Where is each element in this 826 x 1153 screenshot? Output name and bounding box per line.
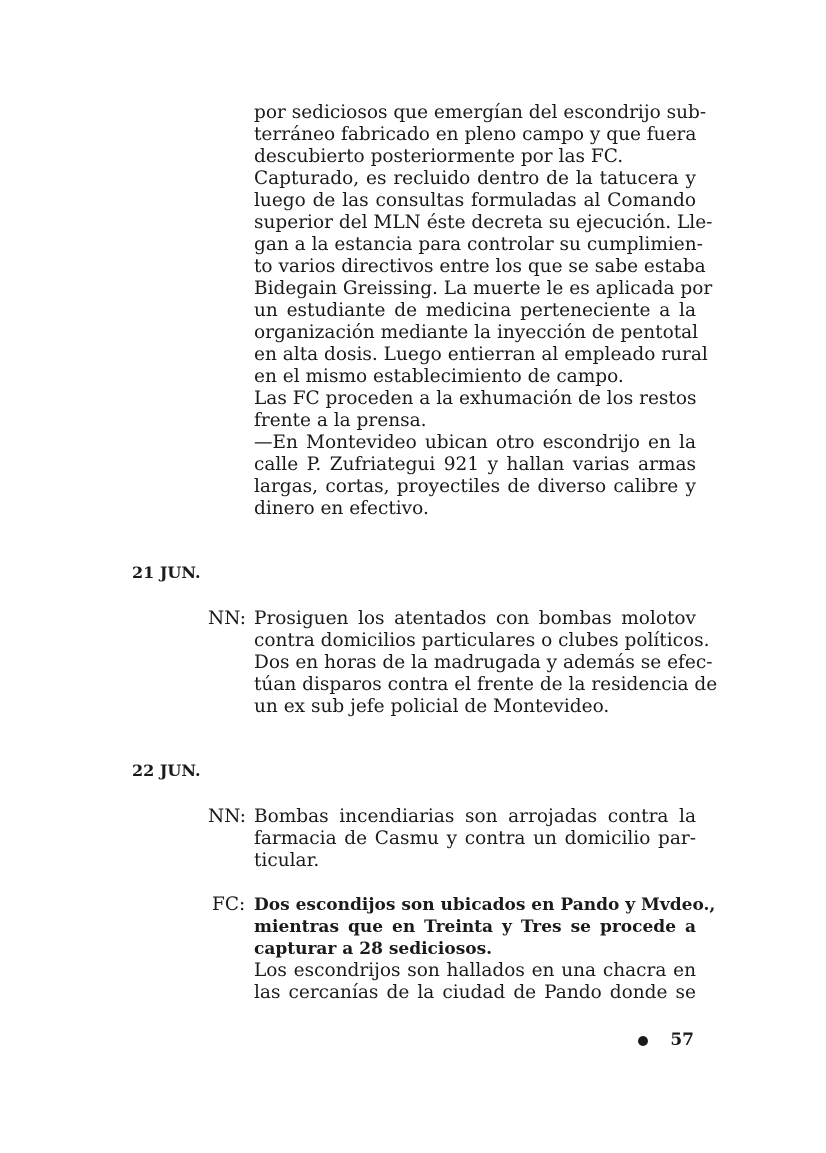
text-line: por sediciosos que emergían del escondrijo sub- — [254, 102, 707, 123]
text-line: to varios directivos entre los que se sabe estaba — [254, 256, 706, 277]
text-line: Los escondrijos son hallados en una chacra en — [254, 960, 696, 981]
text-line: descubierto posteriormente por las FC. — [254, 146, 624, 167]
bold-text-line: mientras que en Treinta y Tres se procede a — [254, 917, 696, 937]
page-footer — [638, 1030, 694, 1050]
text-line: Las FC proceden a la exhumación de los restos — [254, 388, 697, 409]
text-line: contra domicilios particulares o clubes políticos. — [254, 630, 710, 651]
text-line: farmacia de Casmu y contra un domicilio par- — [254, 828, 696, 849]
text-line: un ex sub jefe policial de Montevideo. — [254, 696, 610, 717]
text-line: superior del MLN éste decreta su ejecución. Lle- — [254, 212, 713, 233]
bold-text-line: Dos escondijos son ubicados en Pando y Mvdeo., — [254, 895, 716, 915]
text-line: largas, cortas, proyectiles de diverso calibre y — [254, 476, 696, 497]
text-line: Prosiguen los atentados con bombas molotov — [254, 608, 696, 629]
text-line: Bombas incendiarias son arrojadas contra la — [254, 806, 696, 827]
text-line: —En Montevideo ubican otro escondrijo en la — [254, 432, 696, 453]
text-line: en el mismo establecimiento de campo. — [254, 366, 624, 387]
text-line: luego de las consultas formuladas al Comando — [254, 190, 696, 211]
bullet-icon — [638, 1036, 648, 1046]
text-line: ticular. — [254, 850, 320, 871]
text-line: en alta dosis. Luego entierran al empleado rural — [254, 344, 708, 365]
text-line: dinero en efectivo. — [254, 498, 429, 519]
text-line: túan disparos contra el frente de la residencia de — [254, 674, 718, 695]
date-heading: 22 JUN. — [132, 761, 201, 780]
entry-label: FC: — [212, 894, 246, 915]
text-line: Capturado, es recluido dentro de la tatucera y — [254, 168, 696, 189]
entry-label: NN: — [208, 608, 246, 629]
date-heading: 21 JUN. — [132, 563, 201, 582]
text-line: Bidegain Greissing. La muerte le es aplicada por — [254, 278, 713, 299]
text-line: terráneo fabricado en pleno campo y que fuera — [254, 124, 697, 145]
entry-label: NN: — [208, 806, 246, 827]
text-line: calle P. Zufriategui 921 y hallan varias armas — [254, 454, 696, 475]
text-line: las cercanías de la ciudad de Pando donde se — [254, 982, 696, 1003]
bold-text-line: capturar a 28 sediciosos. — [254, 939, 493, 959]
text-line: un estudiante de medicina perteneciente a la — [254, 300, 696, 321]
text-line: frente a la prensa. — [254, 410, 427, 431]
text-line: organización mediante la inyección de pentotal — [254, 322, 699, 343]
text-line: Dos en horas de la madrugada y además se efec- — [254, 652, 713, 673]
page-number: 57 — [670, 1030, 694, 1050]
text-line: gan a la estancia para controlar su cumplimien- — [254, 234, 703, 255]
